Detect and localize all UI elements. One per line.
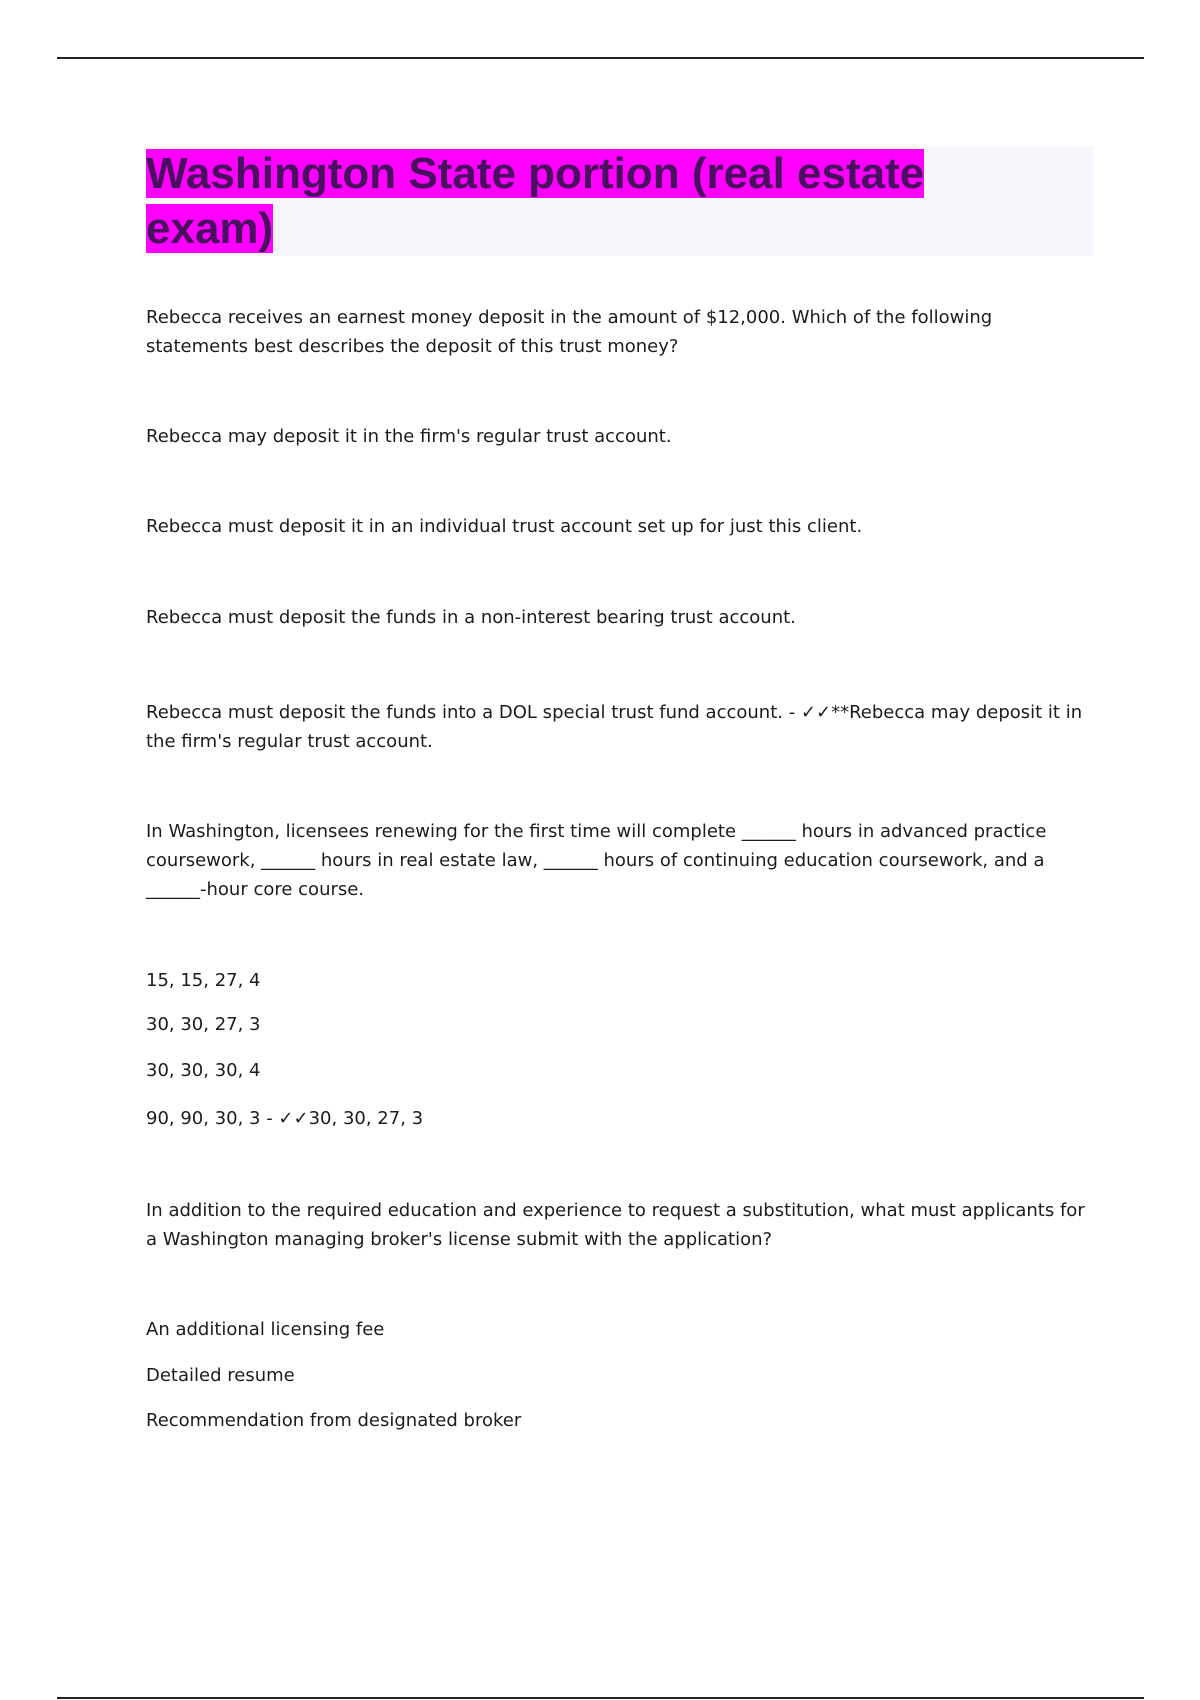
q2-option-4-answer: 90, 90, 30, 3 - ✓✓30, 30, 27, 3 — [146, 1108, 424, 1129]
document-title — [146, 146, 1046, 256]
q1-question: Rebecca receives an earnest money deposit in the amount of $12,000. Which of the following statements best describes the deposit of this trust money? — [146, 307, 993, 357]
q3-question: In addition to the required education and experience to request a substitution, what must applicants for a Washington managing broker's license submit with the application? — [146, 1200, 1085, 1250]
q1-option-4-answer: Rebecca must deposit the funds into a DOL special trust fund account. - ✓✓**Rebecca may deposit it in the firm's regular trust account. — [146, 702, 1083, 752]
title-highlight: Washington State portion (real estate exam) — [146, 149, 925, 253]
q3-option-1: An additional licensing fee — [146, 1319, 385, 1340]
top-rule — [57, 57, 1144, 59]
q1-option-1: Rebecca may deposit it in the firm's regular trust account. — [146, 426, 672, 447]
q2-option-2: 30, 30, 27, 3 — [146, 1014, 261, 1035]
q1-option-2: Rebecca must deposit it in an individual trust account set up for just this client. — [146, 516, 863, 537]
bottom-rule — [57, 1697, 1144, 1699]
q2-option-1: 15, 15, 27, 4 — [146, 970, 261, 991]
q2-option-3: 30, 30, 30, 4 — [146, 1060, 261, 1081]
q3-option-2: Detailed resume — [146, 1365, 295, 1386]
q1-option-3: Rebecca must deposit the funds in a non-interest bearing trust account. — [146, 607, 796, 628]
q2-question: In Washington, licensees renewing for the first time will complete ______ hours in advanced practice coursework, ______ hours in real estate law, ______ hours of continuing education coursework, and a ______-hour core course. — [146, 821, 1047, 900]
q3-option-3: Recommendation from designated broker — [146, 1410, 522, 1431]
